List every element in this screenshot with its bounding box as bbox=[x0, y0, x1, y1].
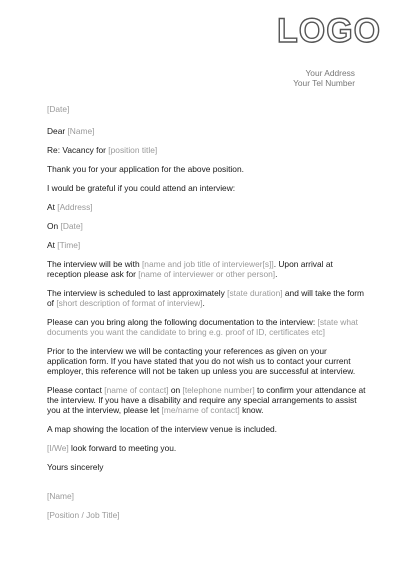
telephone-placeholder: [telephone number] bbox=[182, 385, 255, 395]
schedule-paragraph bbox=[47, 288, 367, 308]
thanks-paragraph: Thank you for your application for the above position. bbox=[47, 164, 244, 174]
subject-label: Re: Vacancy for bbox=[47, 145, 109, 155]
map-paragraph: A map showing the location of the interview venue is included. bbox=[47, 424, 277, 434]
closing-paragraph bbox=[47, 443, 367, 453]
signature-position: [Position / Job Title] bbox=[47, 510, 120, 520]
interview-address bbox=[47, 202, 367, 212]
contact-text-4: know. bbox=[239, 405, 264, 415]
duration-placeholder: [state duration] bbox=[227, 288, 283, 298]
logo: LOGO bbox=[277, 12, 382, 50]
interviewer-text-2: . Upon arrival at reception please ask for bbox=[47, 259, 333, 279]
date-placeholder: [Date] bbox=[60, 221, 83, 231]
interview-date bbox=[47, 221, 367, 231]
me-contact-placeholder: [me/name of contact] bbox=[161, 405, 240, 415]
sender-tel: Your Tel Number bbox=[293, 78, 355, 88]
ask-for-placeholder: [name of interviewer or other person] bbox=[138, 269, 276, 279]
salutation bbox=[47, 126, 367, 136]
format-placeholder: [short description of format of interview] bbox=[56, 298, 203, 308]
contact-name-placeholder: [name of contact] bbox=[104, 385, 169, 395]
schedule-text-1: The interview is scheduled to last approximately bbox=[47, 288, 228, 298]
documents-paragraph bbox=[47, 317, 367, 337]
references-paragraph: Prior to the interview we will be contacting your references as given on your application form. If you have stated that you do not wish us to contact your current employer, this reference will not be taken up unless you are successful at interview. bbox=[47, 346, 356, 376]
contact-text-3: to confirm your attendance at the interview. If you have a disability and require any special arrangements to assist you at the interview, please let bbox=[47, 385, 366, 415]
letter-date: [Date] bbox=[47, 104, 70, 114]
documents-placeholder: [state what documents you want the candidate to bring e.g. proof of ID, certificates etc] bbox=[47, 317, 359, 337]
interviewer-text-1: The interview will be with bbox=[47, 259, 142, 269]
time-placeholder: [Time] bbox=[57, 240, 81, 250]
on-label: On bbox=[47, 221, 61, 231]
contact-text-1: Please contact bbox=[47, 385, 105, 395]
at-label: At bbox=[47, 202, 58, 212]
interview-time bbox=[47, 240, 367, 250]
contact-paragraph bbox=[47, 385, 367, 415]
signature-name: [Name] bbox=[47, 491, 74, 501]
address-placeholder: [Address] bbox=[57, 202, 93, 212]
letter-body bbox=[47, 104, 367, 520]
schedule-text-3: . bbox=[202, 298, 205, 308]
subject-line bbox=[47, 145, 367, 155]
interviewer-text-3: . bbox=[275, 269, 278, 279]
interviewer-paragraph bbox=[47, 259, 367, 279]
we-placeholder: [I/We] bbox=[47, 443, 69, 453]
interviewer-placeholder: [name and job title of interviewer[s]] bbox=[141, 259, 274, 269]
sender-address: Your Address bbox=[305, 68, 355, 78]
grateful-paragraph: I would be grateful if you could attend an interview: bbox=[47, 183, 236, 193]
at-time-label: At bbox=[47, 240, 58, 250]
salutation-label: Dear bbox=[47, 126, 68, 136]
position-title: [position title] bbox=[108, 145, 158, 155]
documents-text: Please can you bring along the following documentation to the interview: bbox=[47, 317, 318, 327]
closing-text: look forward to meeting you. bbox=[68, 443, 177, 453]
recipient-name: [Name] bbox=[67, 126, 95, 136]
schedule-text-2: and will take the form of bbox=[47, 288, 365, 308]
contact-text-2: on bbox=[168, 385, 183, 395]
sign-off: Yours sincerely bbox=[47, 462, 104, 472]
